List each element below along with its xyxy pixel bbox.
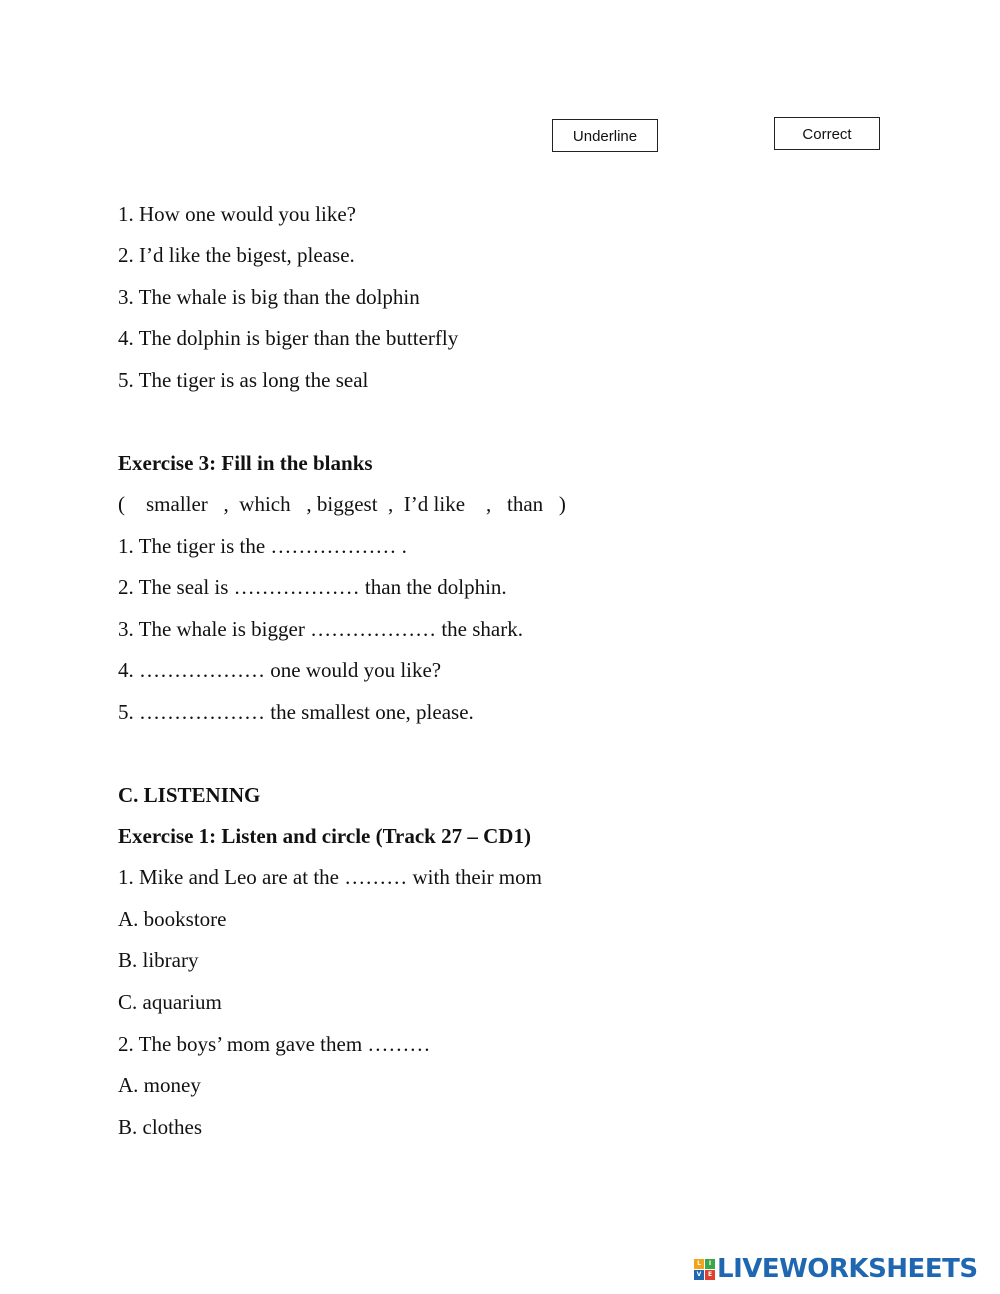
section-heading-listening: C. LISTENING <box>118 783 261 807</box>
ex2-item-2: 2. I’d like the bigest, please. <box>118 243 355 267</box>
liveworksheets-logo <box>694 1255 978 1283</box>
listening-exercise-heading: Exercise 1: Listen and circle (Track 27 – CD1) <box>118 824 531 848</box>
listening-question-1: 1. Mike and Leo are at the ……… with their mom <box>118 865 542 889</box>
logo-text: LIVEWORKSHEETS <box>717 1254 978 1284</box>
logo-mark-cell: V <box>694 1270 704 1280</box>
logo-mark-cell: L <box>694 1259 704 1269</box>
ex3-item-4: 4. ……………… one would you like? <box>118 658 442 682</box>
ex2-item-1: 1. How one would you like? <box>118 202 356 226</box>
correct-button[interactable]: Correct <box>774 117 880 150</box>
q1-option-b: B. library <box>118 948 199 972</box>
underline-button[interactable]: Underline <box>552 119 658 152</box>
ex3-item-1: 1. The tiger is the ……………… . <box>118 534 407 558</box>
q2-option-b: B. clothes <box>118 1115 202 1139</box>
logo-mark-cell: I <box>705 1259 715 1269</box>
ex3-item-5: 5. ……………… the smallest one, please. <box>118 700 474 724</box>
logo-mark-icon <box>694 1259 715 1280</box>
ex2-item-5: 5. The tiger is as long the seal <box>118 368 369 392</box>
q1-option-a: A. bookstore <box>118 907 227 931</box>
ex2-item-3: 3. The whale is big than the dolphin <box>118 285 420 309</box>
exercise3-heading: Exercise 3: Fill in the blanks <box>118 451 373 475</box>
listening-question-2: 2. The boys’ mom gave them ……… <box>118 1032 431 1056</box>
word-bank: ( smaller , which , biggest , I’d like , than ) <box>118 492 566 516</box>
logo-mark-cell: E <box>705 1270 715 1280</box>
q1-option-c: C. aquarium <box>118 990 222 1014</box>
ex3-item-2: 2. The seal is ……………… than the dolphin. <box>118 575 507 599</box>
ex2-item-4: 4. The dolphin is biger than the butterfly <box>118 326 459 350</box>
ex3-item-3: 3. The whale is bigger ……………… the shark. <box>118 617 523 641</box>
q2-option-a: A. money <box>118 1073 201 1097</box>
